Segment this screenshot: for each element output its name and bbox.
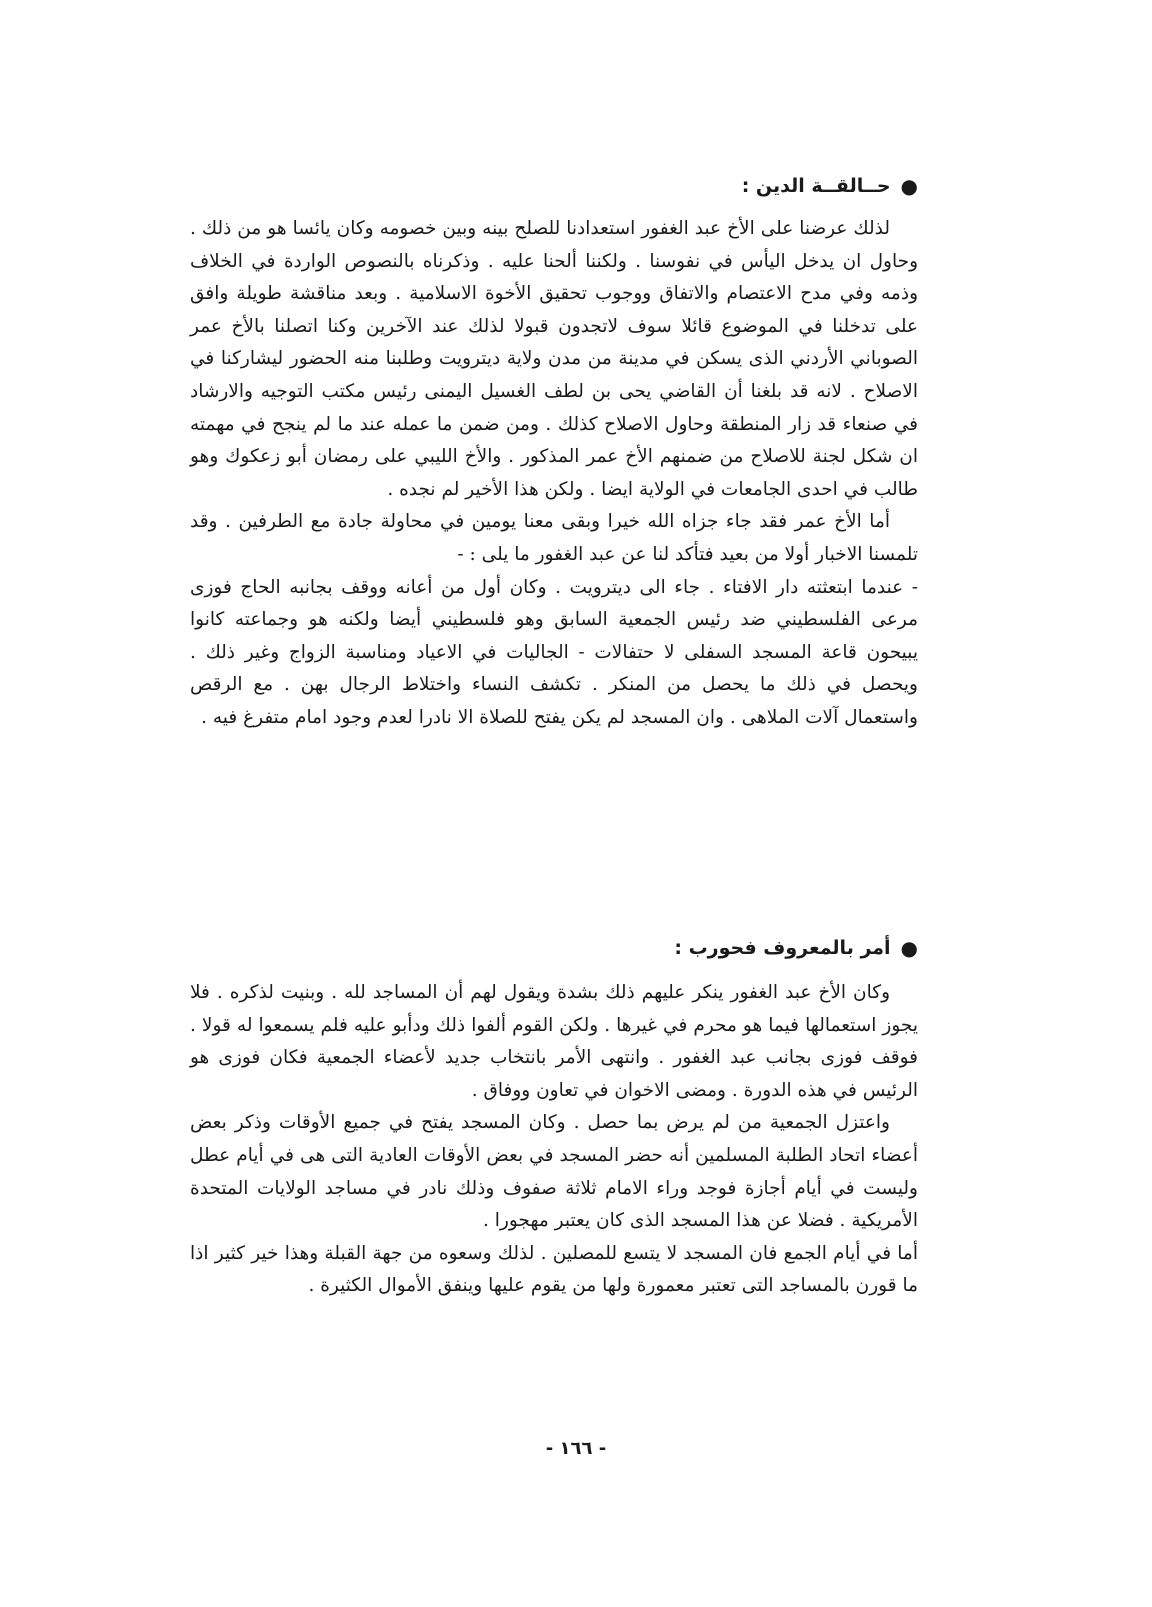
- section-1-heading-text: حــالقــة الدين :: [741, 175, 891, 197]
- section-2-paragraph-2: واعتزل الجمعية من لم يرض بما حصل . وكان المسجد يفتح في جميع الأوقات وذكر بعض أعضاء اتحاد الطلبة المسلمين أنه حضر المسجد في بعض الأوقات العادية التى هى في أيام عطل وليست في أيام أجازة فوجد وراء الامام ثلاثة صفوف وذلك نادر في مساجد الولايات المتحدة الأمريكية . فضلا عن هذا المسجد الذى كان يعتبر مهجورا .: [190, 1112, 918, 1232]
- section-2-heading: [190, 927, 918, 969]
- page-number: - ١٦٦ -: [545, 1438, 607, 1459]
- section-1-heading: [190, 165, 918, 207]
- section-2-paragraph-1: وكان الأخ عبد الغفور ينكر عليهم ذلك بشدة ويقول لهم أن المساجد لله . وبنيت لذكره . فلا يجوز استعمالها فيما هو محرم في غيرها . ولكن القوم ألفوا ذلك ودأبو عليه فلم يسمعوا له قولا . فوقف فوزى بجانب عبد الغفور . وانتهى الأمر بانتخاب جديد لأعضاء الجمعية فكان فوزى هو الرئيس في هذه الدورة . ومضى الاخوان في تعاون ووفاق .: [190, 982, 918, 1101]
- section-1-paragraph-1: لذلك عرضنا على الأخ عبد الغفور استعدادنا للصلح بينه وبين خصومه وكان يائسا هو من ذلك . وحاول ان يدخل اليأس في نفوسنا . ولكننا ألحنا عليه . وذكرناه بالنصوص الواردة في الخلاف وذمه وفي مدح الاعتصام والاتفاق ووجوب تحقيق الأخوة الاسلامية . وبعد مناقشة طويلة وافق على تدخلنا في الموضوع قائلا سوف لاتجدون قبولا لذلك عند الآخرين وكنا اتصلنا بالأخ عمر الصوباني الأردني الذى يسكن في مدينة من مدن ولاية ديترويت وطلبنا منه الحضور ليشاركنا في الاصلاح . لانه قد بلغنا أن القاضي يحى بن لطف الغسيل اليمنى رئيس مكتب التوجيه والارشاد في صنعاء قد زار المنطقة وحاول الاصلاح كذلك . ومن ضمن ما عمله عند ما لم ينجح في مهمته ان شكل لجنة للاصلاح من ضمنهم الأخ عمر المذكور . والأخ الليبي على رمضان أبو زعكوك وهو طالب في احدى الجامعات في الولاية ايضا . ولكن هذا الأخير لم نجده .: [190, 218, 918, 500]
- section-1-paragraph-3: - عندما ابتعثته دار الافتاء . جاء الى ديترويت . وكان أول من أعانه ووقف بجانبه الحاج فوزى مرعى الفلسطيني ضد رئيس الجمعية السابق وهو فلسطيني أيضا ولكنه هو وجماعته كانوا يبيحون قاعة المسجد السفلى لا حتفالات - الجاليات في الاعياد ومناسبة الزواج وغير ذلك . ويحصل في ذلك ما يحصل من المنكر . تكشف النساء واختلاط الرجال بهن . مع الرقص واستعمال آلات الملاهى . وان المسجد لم يكن يفتح للصلاة الا نادرا لعدم وجود امام متفرغ فيه .: [190, 576, 918, 728]
- page-body: [190, 165, 918, 1297]
- bullet-icon: ●: [900, 174, 918, 198]
- section-1: [190, 165, 918, 735]
- section-2: [190, 927, 918, 1303]
- section-1-paragraph-2: أما الأخ عمر فقد جاء جزاه الله خيرا وبقى معنا يومين في محاولة جادة مع الطرفين . وقد تلمسنا الاخبار أولا من بعيد فتأكد لنا عن عبد الغفور ما يلى : -: [190, 511, 918, 565]
- section-2-heading-text: أمر بالمعروف فحورب :: [674, 937, 891, 959]
- section-2-paragraph-3: أما في أيام الجمع فان المسجد لا يتسع للمصلين . لذلك وسعوه من جهة القبلة وهذا خير كثير اذا ما قورن بالمساجد التى تعتبر معمورة ولها من يقوم عليها وينفق الأموال الكثيرة .: [190, 1242, 918, 1297]
- bullet-icon: ●: [900, 936, 918, 960]
